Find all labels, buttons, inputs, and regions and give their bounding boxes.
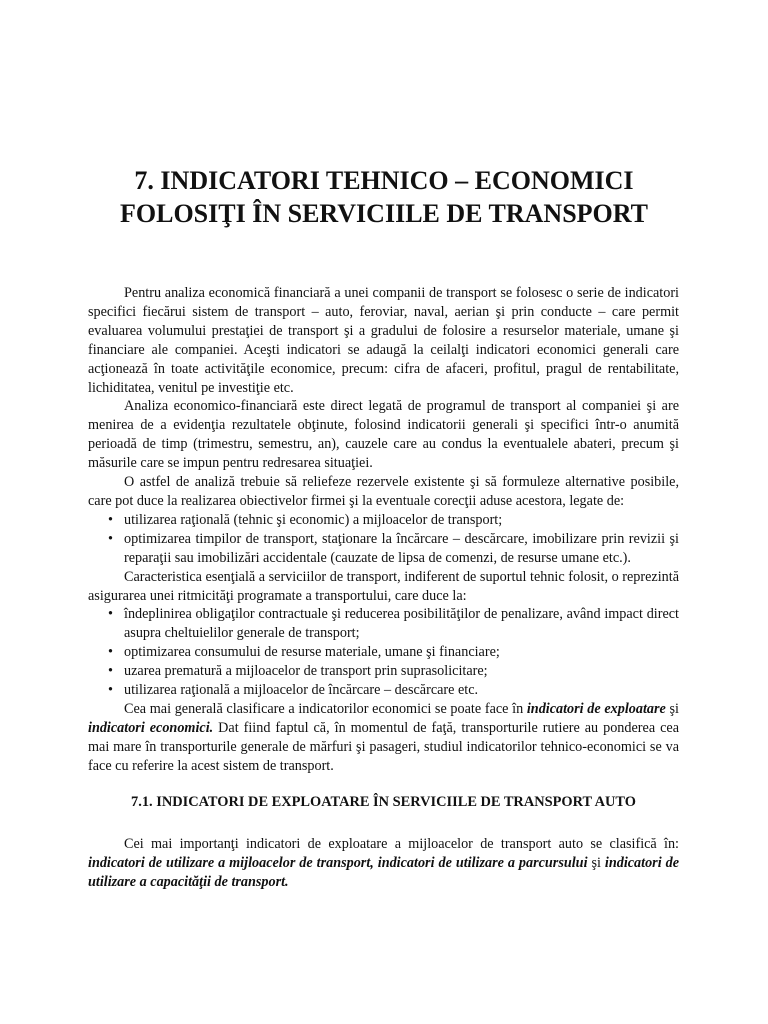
bullet-icon: • [108, 530, 113, 547]
bullet-icon: • [108, 663, 113, 680]
paragraph-6-text-1: Cei mai importanţi indicatori de exploatare a mijloacelor de transport auto se clasifică în: [124, 836, 679, 853]
list-item [88, 605, 679, 643]
term-indicatori-de-exploatare: indicatori de exploatare [526, 700, 666, 717]
list-item [88, 530, 679, 568]
chapter-title [0, 164, 768, 230]
list-item [88, 643, 679, 662]
term-indicatori-utilizare-capacitate: indicatori de utilizare a capacităţii de transport. [88, 855, 679, 891]
paragraph-5-text-1: Cea mai generală clasificare a indicatorilor economici se poate face în [124, 700, 527, 717]
list-item-text: uzarea prematură a mijloacelor de transport prin suprasolicitare; [124, 663, 488, 680]
bullet-list-1 [88, 511, 679, 568]
paragraph-5-text-2: şi [665, 700, 679, 717]
chapter-title-line-2: FOLOSIŢI ÎN SERVICIILE DE TRANSPORT [120, 199, 648, 228]
list-item-text: utilizarea raţională a mijloacelor de încărcare – descărcare etc. [124, 682, 479, 699]
list-item-text: utilizarea raţională (tehnic şi economic) a mijloacelor de transport; [124, 511, 503, 528]
bullet-icon: • [108, 682, 113, 699]
list-item [88, 662, 679, 681]
chapter-body [88, 284, 679, 892]
paragraph-1: Pentru analiza economică financiară a unei companii de transport se folosesc o serie de indicatori specifici fiecărui sistem de transport – auto, feroviar, naval, aerian şi prin conducte – care permit evaluarea volumului prestaţiei de transport şi a gradului de folosire a resurselor materiale, umane şi financiare ale companiei. Aceşti indicatori se adaugă la ceilalţi indicatori economici generali care acţionează în toate activităţile economice, precum: cifra de afaceri, profitul, pragul de rentabilitate, lichiditatea, venitul pe investiţie etc. [88, 285, 679, 396]
term-indicatori-utilizare-mijloace-parcurs: indicatori de utilizare a mijloacelor de transport, indicatori de utilizare a parcursului [88, 855, 588, 872]
paragraph-4: Caracteristica esenţială a serviciilor de transport, indiferent de suportul tehnic folosit, o reprezintă asigurarea unei ritmicităţi programate a transportului, care duce la: [88, 568, 679, 604]
term-indicatori-economici: indicatori economici. [88, 719, 214, 736]
bullet-icon: • [108, 511, 113, 528]
list-item [88, 511, 679, 530]
list-item-text: optimizarea consumului de resurse materiale, umane şi financiare; [124, 644, 500, 661]
paragraph-3: O astfel de analiză trebuie să reliefeze rezervele existente şi să formuleze alternative posibile, care pot duce la realizarea obiectivelor firmei şi la eventuale corecţii aduse acestora, legate de: [88, 474, 679, 509]
paragraph-2: Analiza economico-financiară este direct legată de programul de transport al companiei şi are menirea de a evidenţia rezultatele obţinute, folosind indicatorii generali şi specifici într-o anumită perioadă de timp (trimestru, semestru, an), cauzele care au condus la eventualele abateri, precum şi măsurile care se impun pentru redresarea situaţiei. [88, 398, 679, 472]
paragraph-5 [88, 700, 679, 776]
paragraph-6-text-2: şi [587, 855, 605, 872]
bullet-list-2 [88, 605, 679, 700]
list-item-text: îndeplinirea obligaţilor contractuale şi reducerea posibilităţilor de penalizare, având impact direct asupra cheltuielilor generale de transport; [124, 606, 679, 642]
paragraph-5-text-3: Dat fiind faptul că, în momentul de faţă, transporturile rutiere au ponderea cea mai mare în transporturile generale de mărfuri şi pasageri, studiul indicatorilor tehnico-economici se va face cu referire la acest sistem de transport. [88, 719, 679, 774]
chapter-title-line-1: 7. INDICATORI TEHNICO – ECONOMICI [134, 166, 634, 195]
paragraph-6 [88, 835, 679, 892]
bullet-icon: • [108, 644, 113, 661]
section-heading: 7.1. INDICATORI DE EXPLOATARE ÎN SERVICIILE DE TRANSPORT AUTO [131, 793, 636, 810]
list-item-text: optimizarea timpilor de transport, staţionare la încărcare – descărcare, imobilizare prin revizii şi reparaţii sau imobilizări accidentale (cauzate de lipsa de comenzi, de resurse umane etc.). [124, 530, 679, 566]
list-item [88, 681, 679, 700]
bullet-icon: • [108, 606, 113, 623]
